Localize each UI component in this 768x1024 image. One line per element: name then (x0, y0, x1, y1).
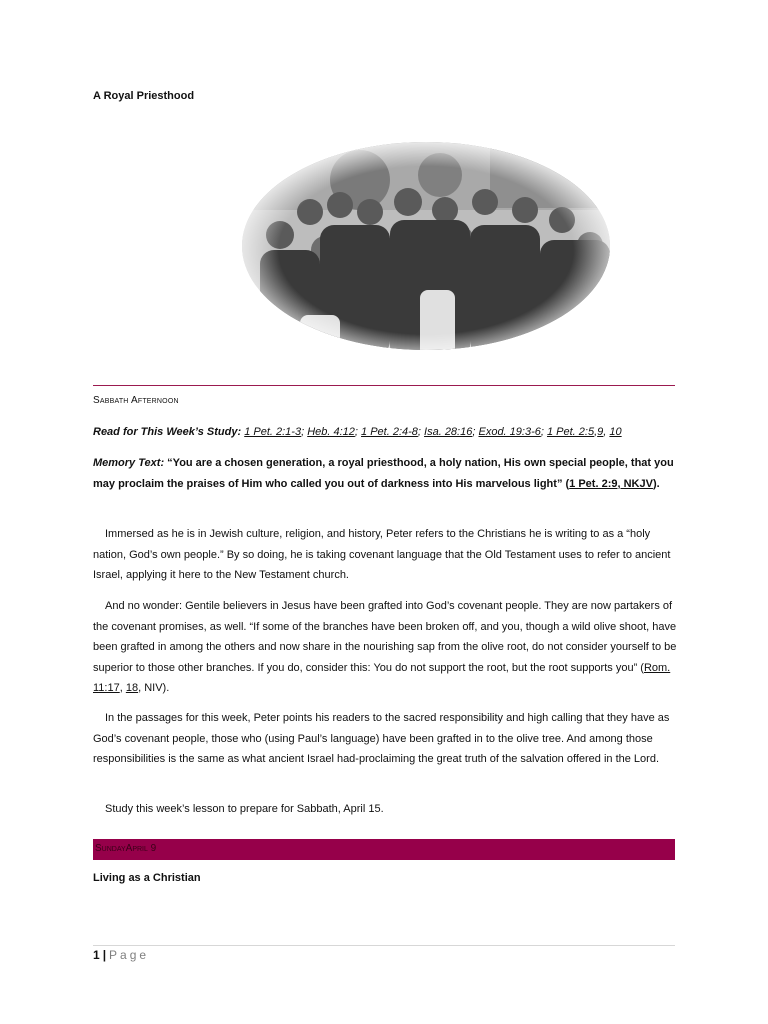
section-divider (93, 385, 675, 386)
footer-divider (93, 945, 675, 946)
memory-text: Memory Text: “You are a chosen generation, a royal priesthood, a holy nation, His own special people, that you may proclaim the praises of Him who called you out of darkness into His marvelous light” (1 Pet. 2:9, NKJV). (93, 457, 674, 490)
ref-link[interactable]: 1 Pet. 2:1-3 (244, 426, 302, 438)
group-photo (240, 140, 612, 352)
page-label: Page (109, 948, 150, 962)
ref-link[interactable]: Exod. 19:3-6 (478, 426, 541, 438)
memory-quote: “You are a chosen generation, a royal priesthood, a holy nation, His own special people, that you may proclaim the praises of Him who called you out of darkness into His marvelous light” ( (93, 457, 674, 490)
day-header: SundayApril 9 (95, 843, 157, 854)
ref-link[interactable]: Rom. 11:17 (93, 661, 671, 694)
page-number: 1 (93, 948, 100, 962)
page-title: A Royal Priesthood (93, 90, 195, 102)
paragraph: Immersed as he is in Jewish culture, religion, and history, Peter refers to the Christians he is writing to as a “holy nation, God’s own people.” By so doing, he is taking covenant language that the Old Testament uses to refer to ancient Israel, applying it here to the New Testament church. (93, 528, 671, 581)
day-header-bar (93, 839, 675, 860)
memory-label: Memory Text: (93, 457, 165, 469)
paragraph: And no wonder: Gentile believers in Jesus have been grafted into God’s covenant people. They are now partakers of the covenant promises, as well. “If some of the branches have been broken off, and you, though a wild olive shoot, have been grafted in among the others and now share in the nourishing sap from the olive root, do not consider yourself to be superior to those other branches. If you do, consider this: You do not support the root, but the root supports you” (Rom. 11:17, 18, NIV). (93, 600, 677, 694)
ref-link[interactable]: Isa. 28:16 (424, 426, 473, 438)
footer-separator: | (102, 948, 107, 962)
paragraph: Study this week’s lesson to prepare for Sabbath, April 15. (105, 803, 384, 815)
section-heading: Sabbath Afternoon (93, 395, 179, 406)
memory-ref-link[interactable]: 1 Pet. 2:9, NKJV (569, 477, 653, 490)
ref-link[interactable]: 1 Pet. 2:5 (546, 426, 595, 438)
read-references: Read for This Week’s Study: 1 Pet. 2:1-3; Heb. 4:12; 1 Pet. 2:4-8; Isa. 28:16; Exod. 19:3-6; 1 Pet. 2:5,9, 10 (93, 426, 622, 438)
ref-link[interactable]: 18 (125, 682, 139, 694)
ref-link[interactable]: 9 (597, 426, 604, 438)
ref-link[interactable]: Heb. 4:12 (307, 426, 355, 438)
ref-link[interactable]: 10 (609, 426, 622, 438)
lesson-title: Living as a Christian (93, 872, 201, 884)
page-footer (93, 948, 149, 962)
paragraph: In the passages for this week, Peter points his readers to the sacred responsibility and high calling that they have as God’s covenant people, those who (using Paul’s language) have been grafted in to the olive tree. And among those responsibilities is the same as what ancient Israel had-proclaiming the great truth of the salvation offered in the Lord. (93, 712, 670, 765)
ref-link[interactable]: 1 Pet. 2:4-8 (361, 426, 418, 438)
read-label: Read for This Week’s Study: (93, 426, 242, 438)
